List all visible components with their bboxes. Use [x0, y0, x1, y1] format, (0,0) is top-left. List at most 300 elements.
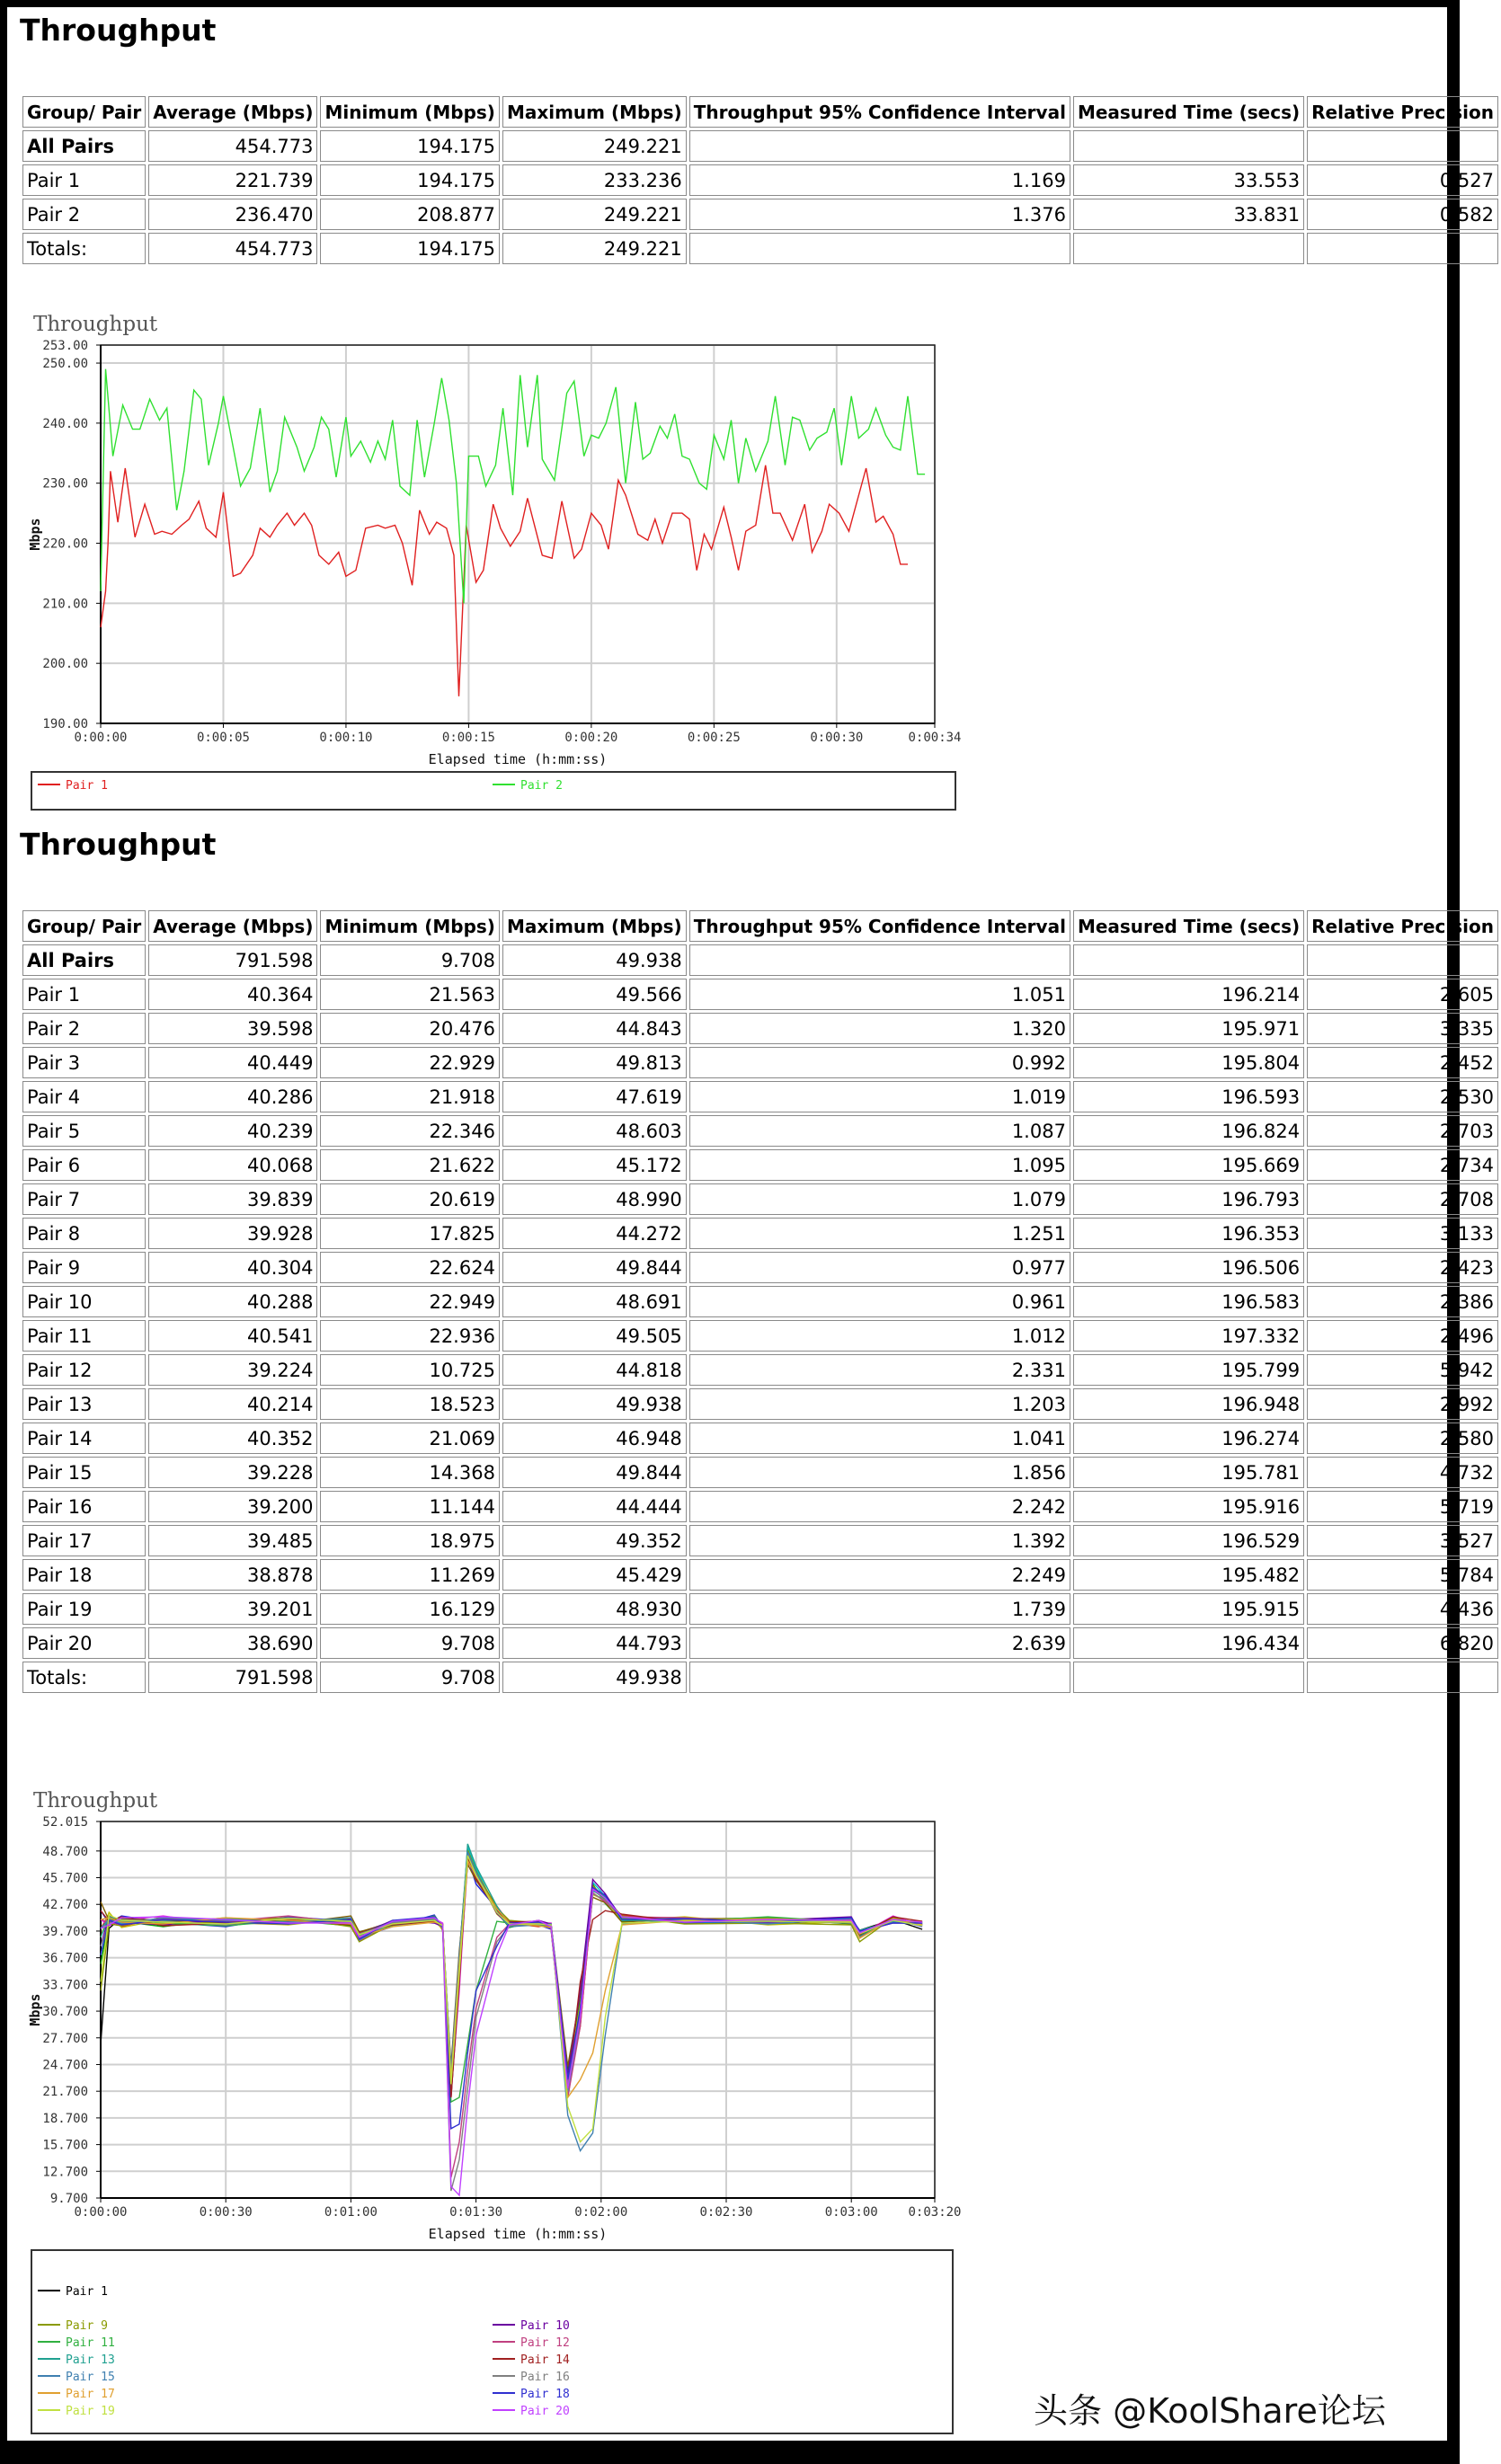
table-cell: 196.353 [1073, 1218, 1304, 1249]
series-line-pair-1 [101, 465, 908, 696]
table-cell: 48.691 [502, 1286, 687, 1317]
y-tick-label: 48.700 [42, 1844, 88, 1859]
throughput-table-2 [20, 908, 1501, 1696]
table-cell: 0.582 [1307, 199, 1498, 230]
y-tick-label: 39.700 [42, 1924, 88, 1939]
series-line-pair-13 [101, 1844, 922, 2088]
x-tick-label: 0:02:00 [574, 2205, 628, 2220]
x-tick-label: 0:01:30 [449, 2205, 503, 2220]
column-header: Group/ Pair [22, 96, 146, 128]
table-cell: 4.436 [1307, 1593, 1498, 1625]
y-tick-label: 250.00 [42, 357, 88, 372]
table-cell: 3.335 [1307, 1013, 1498, 1044]
table-cell: 2.734 [1307, 1149, 1498, 1181]
table-cell: 196.948 [1073, 1388, 1304, 1420]
table-row [22, 1662, 1498, 1693]
legend-label: Pair 1 [66, 779, 108, 793]
table-cell: 45.429 [502, 1559, 687, 1591]
table-cell [1307, 233, 1498, 264]
row-label: Pair 11 [22, 1320, 146, 1352]
x-tick-label: 0:00:25 [687, 731, 741, 745]
table-cell: 1.320 [689, 1013, 1070, 1044]
table-row [22, 979, 1498, 1010]
table-row [22, 199, 1498, 230]
table-cell: 9.708 [320, 1662, 499, 1693]
table-cell: 2.249 [689, 1559, 1070, 1591]
table-cell: 195.916 [1073, 1491, 1304, 1522]
column-header: Measured Time (secs) [1073, 96, 1304, 128]
table-cell [1073, 233, 1304, 264]
table-row [22, 1491, 1498, 1522]
table-cell: 6.820 [1307, 1627, 1498, 1659]
table-cell: 3.133 [1307, 1218, 1498, 1249]
table-row [22, 1286, 1498, 1317]
series-line-pair-1 [101, 1853, 922, 2080]
row-label: Pair 13 [22, 1388, 146, 1420]
table-cell: 38.878 [148, 1559, 317, 1591]
row-label: Pair 16 [22, 1491, 146, 1522]
table-cell: 3.527 [1307, 1525, 1498, 1556]
table-cell: 22.624 [320, 1252, 499, 1283]
row-label: All Pairs [22, 944, 146, 976]
table-cell: 49.505 [502, 1320, 687, 1352]
legend-label: Pair 11 [66, 2336, 115, 2350]
throughput-chart-2 [0, 1775, 989, 2440]
legend-label: Pair 16 [520, 2371, 570, 2384]
table-cell: 40.304 [148, 1252, 317, 1283]
table-cell: 49.813 [502, 1047, 687, 1078]
row-label: Pair 2 [22, 199, 146, 230]
row-label: Pair 2 [22, 1013, 146, 1044]
table-cell: 44.444 [502, 1491, 687, 1522]
table-cell: 48.930 [502, 1593, 687, 1625]
table-cell: 194.175 [320, 130, 499, 162]
table-cell: 40.239 [148, 1115, 317, 1147]
table-cell: 249.221 [502, 233, 687, 264]
table-cell: 49.844 [502, 1252, 687, 1283]
table-cell: 38.690 [148, 1627, 317, 1659]
table-row [22, 1218, 1498, 1249]
table-cell: 11.144 [320, 1491, 499, 1522]
table-row [22, 233, 1498, 264]
x-tick-label: 0:00:34 [908, 731, 962, 745]
table-cell: 233.236 [502, 164, 687, 196]
table-cell: 1.739 [689, 1593, 1070, 1625]
table-cell: 196.824 [1073, 1115, 1304, 1147]
row-label: All Pairs [22, 130, 146, 162]
table-cell: 196.593 [1073, 1081, 1304, 1112]
table-cell: 0.977 [689, 1252, 1070, 1283]
table-cell: 4.732 [1307, 1457, 1498, 1488]
y-tick-label: 42.700 [42, 1898, 88, 1913]
table-cell [689, 1662, 1070, 1693]
y-tick-label: 9.700 [49, 2192, 88, 2206]
table-cell: 44.272 [502, 1218, 687, 1249]
table-cell: 39.228 [148, 1457, 317, 1488]
series-line-pair-6 [101, 1856, 922, 2093]
table-cell: 40.364 [148, 979, 317, 1010]
table-cell [689, 233, 1070, 264]
row-label: Pair 7 [22, 1183, 146, 1215]
x-tick-label: 0:00:20 [564, 731, 618, 745]
series-line-pair-5 [101, 1859, 922, 2080]
y-tick-label: 33.700 [42, 1978, 88, 1993]
x-tick-label: 0:00:15 [441, 731, 495, 745]
y-tick-label: 240.00 [42, 416, 88, 431]
table-header-row [22, 910, 1498, 942]
table-cell: 49.938 [502, 1662, 687, 1693]
table-cell: 2.331 [689, 1354, 1070, 1386]
table-row [22, 1525, 1498, 1556]
table-cell: 0.992 [689, 1047, 1070, 1078]
table-cell: 196.529 [1073, 1525, 1304, 1556]
table-cell: 2.580 [1307, 1423, 1498, 1454]
table-cell: 249.221 [502, 130, 687, 162]
table-cell: 47.619 [502, 1081, 687, 1112]
table-cell: 49.938 [502, 1388, 687, 1420]
table-row [22, 1183, 1498, 1215]
table-cell: 39.928 [148, 1218, 317, 1249]
table-cell: 2.386 [1307, 1286, 1498, 1317]
column-header: Average (Mbps) [148, 96, 317, 128]
table-cell: 1.376 [689, 199, 1070, 230]
table-cell: 1.041 [689, 1423, 1070, 1454]
table-cell: 1.079 [689, 1183, 1070, 1215]
legend-label: Pair 12 [520, 2336, 570, 2350]
row-label: Pair 14 [22, 1423, 146, 1454]
table-cell: 1.856 [689, 1457, 1070, 1488]
table-cell: 11.269 [320, 1559, 499, 1591]
legend-box [31, 772, 955, 810]
table-cell: 9.708 [320, 1627, 499, 1659]
section-title-2: Throughput [20, 827, 217, 862]
x-tick-label: 0:00:10 [319, 731, 373, 745]
table-cell: 5.942 [1307, 1354, 1498, 1386]
row-label: Pair 4 [22, 1081, 146, 1112]
table-cell [1073, 130, 1304, 162]
row-label: Pair 8 [22, 1218, 146, 1249]
y-axis-label: Mbps [27, 1993, 43, 2026]
table-cell: 21.563 [320, 979, 499, 1010]
table-cell: 1.169 [689, 164, 1070, 196]
table-cell: 40.214 [148, 1388, 317, 1420]
table-cell: 48.990 [502, 1183, 687, 1215]
y-tick-label: 230.00 [42, 476, 88, 492]
table-cell: 1.095 [689, 1149, 1070, 1181]
table-cell: 791.598 [148, 1662, 317, 1693]
series-line-pair-14 [101, 1857, 922, 2097]
table-cell: 39.598 [148, 1013, 317, 1044]
row-label: Pair 18 [22, 1559, 146, 1591]
table-cell: 2.530 [1307, 1081, 1498, 1112]
column-header: Measured Time (secs) [1073, 910, 1304, 942]
section-title-1: Throughput [20, 13, 217, 48]
table-cell: 1.392 [689, 1525, 1070, 1556]
table-cell: 40.449 [148, 1047, 317, 1078]
table-cell: 22.936 [320, 1320, 499, 1352]
y-tick-label: 45.700 [42, 1871, 88, 1886]
x-tick-label: 0:03:20 [908, 2205, 962, 2220]
y-tick-label: 21.700 [42, 2085, 88, 2100]
table-cell: 196.434 [1073, 1627, 1304, 1659]
table-header-row [22, 96, 1498, 128]
table-cell: 21.622 [320, 1149, 499, 1181]
legend-box [31, 2250, 953, 2433]
table-cell: 195.915 [1073, 1593, 1304, 1625]
table-row [22, 130, 1498, 162]
legend-label: Pair 13 [66, 2353, 115, 2367]
column-header: Group/ Pair [22, 910, 146, 942]
table-cell: 208.877 [320, 199, 499, 230]
table-cell: 2.992 [1307, 1388, 1498, 1420]
row-label: Pair 10 [22, 1286, 146, 1317]
table-cell: 20.619 [320, 1183, 499, 1215]
legend-label: Pair 14 [520, 2353, 570, 2367]
y-tick-label: 190.00 [42, 717, 88, 731]
x-axis-label: Elapsed time (h:mm:ss) [428, 2226, 608, 2242]
table-cell: 46.948 [502, 1423, 687, 1454]
row-label: Pair 5 [22, 1115, 146, 1147]
series-line-pair-15 [101, 1852, 922, 2151]
series-line-pair-19 [101, 1856, 922, 2142]
column-header: Minimum (Mbps) [320, 910, 499, 942]
column-header: Throughput 95% Confidence Interval [689, 96, 1070, 128]
table-cell: 195.482 [1073, 1559, 1304, 1591]
column-header: Maximum (Mbps) [502, 96, 687, 128]
table-row [22, 1627, 1498, 1659]
series-line-pair-7 [101, 1847, 922, 2093]
series-line-pair-12 [101, 1892, 922, 2177]
series-line-pair-17 [101, 1861, 922, 2097]
legend-label: Pair 20 [520, 2405, 570, 2418]
table-cell: 0.527 [1307, 164, 1498, 196]
row-label: Pair 1 [22, 979, 146, 1010]
series-line-pair-9 [101, 1850, 922, 2088]
table-cell: 221.739 [148, 164, 317, 196]
table-row [22, 1149, 1498, 1181]
y-tick-label: 220.00 [42, 536, 88, 552]
table-cell [689, 944, 1070, 976]
table-cell: 1.251 [689, 1218, 1070, 1249]
table-cell: 40.288 [148, 1286, 317, 1317]
y-tick-label: 52.015 [42, 1815, 88, 1830]
table-cell: 196.506 [1073, 1252, 1304, 1283]
table-row [22, 1354, 1498, 1386]
series-line-pair-10 [101, 1854, 922, 2097]
table-cell: 1.051 [689, 979, 1070, 1010]
table-cell [1073, 1662, 1304, 1693]
table-cell: 195.971 [1073, 1013, 1304, 1044]
table-cell: 2.423 [1307, 1252, 1498, 1283]
table-row [22, 164, 1498, 196]
table-cell: 22.949 [320, 1286, 499, 1317]
y-tick-label: 27.700 [42, 2031, 88, 2046]
chart-title: Throughput [33, 313, 158, 336]
row-label: Totals: [22, 1662, 146, 1693]
table-cell: 2.242 [689, 1491, 1070, 1522]
column-header: Relative Precision [1307, 910, 1498, 942]
table-cell [1307, 130, 1498, 162]
table-cell: 1.012 [689, 1320, 1070, 1352]
x-tick-label: 0:00:30 [810, 731, 864, 745]
throughput-chart-1 [0, 297, 989, 818]
y-tick-label: 18.700 [42, 2111, 88, 2126]
y-axis-label: Mbps [27, 518, 43, 551]
table-cell: 22.346 [320, 1115, 499, 1147]
table-cell: 10.725 [320, 1354, 499, 1386]
legend-label: Pair 17 [66, 2388, 115, 2401]
table-cell: 197.332 [1073, 1320, 1304, 1352]
table-cell: 39.839 [148, 1183, 317, 1215]
table-cell: 195.799 [1073, 1354, 1304, 1386]
table-cell [1307, 944, 1498, 976]
table-cell: 2.708 [1307, 1183, 1498, 1215]
table-row [22, 944, 1498, 976]
throughput-table-1 [20, 93, 1501, 267]
table-cell: 194.175 [320, 233, 499, 264]
table-cell: 1.087 [689, 1115, 1070, 1147]
series-line-pair-2 [101, 369, 925, 604]
table-cell: 39.485 [148, 1525, 317, 1556]
legend-label: Pair 10 [520, 2319, 570, 2333]
row-label: Pair 15 [22, 1457, 146, 1488]
table-cell: 49.352 [502, 1525, 687, 1556]
x-axis-label: Elapsed time (h:mm:ss) [428, 751, 608, 767]
row-label: Pair 3 [22, 1047, 146, 1078]
x-tick-label: 0:03:00 [824, 2205, 878, 2220]
table-cell: 5.719 [1307, 1491, 1498, 1522]
legend-label: Pair 19 [66, 2405, 115, 2418]
legend-label: Pair 1 [66, 2285, 108, 2299]
table-cell: 17.825 [320, 1218, 499, 1249]
table-cell: 22.929 [320, 1047, 499, 1078]
table-cell: 5.784 [1307, 1559, 1498, 1591]
y-tick-label: 30.700 [42, 2005, 88, 2020]
table-cell: 196.793 [1073, 1183, 1304, 1215]
table-row [22, 1115, 1498, 1147]
table-cell: 49.844 [502, 1457, 687, 1488]
x-tick-label: 0:00:05 [196, 731, 250, 745]
table-cell: 2.605 [1307, 979, 1498, 1010]
y-tick-label: 200.00 [42, 657, 88, 672]
legend-label: Pair 9 [66, 2319, 108, 2333]
table-cell: 9.708 [320, 944, 499, 976]
legend-label: Pair 2 [520, 779, 563, 793]
table-cell: 195.781 [1073, 1457, 1304, 1488]
table-cell: 40.286 [148, 1081, 317, 1112]
table-cell: 2.703 [1307, 1115, 1498, 1147]
table-cell: 40.068 [148, 1149, 317, 1181]
table-row [22, 1320, 1498, 1352]
table-cell: 16.129 [320, 1593, 499, 1625]
table-cell: 45.172 [502, 1149, 687, 1181]
row-label: Pair 19 [22, 1593, 146, 1625]
table-cell: 14.368 [320, 1457, 499, 1488]
table-row [22, 1013, 1498, 1044]
row-label: Pair 20 [22, 1627, 146, 1659]
table-row [22, 1559, 1498, 1591]
table-cell: 20.476 [320, 1013, 499, 1044]
table-cell: 196.214 [1073, 979, 1304, 1010]
table-cell: 21.069 [320, 1423, 499, 1454]
legend-label: Pair 18 [520, 2388, 570, 2401]
x-tick-label: 0:00:00 [74, 2205, 128, 2220]
chart-title: Throughput [33, 1789, 158, 1813]
table-cell: 49.566 [502, 979, 687, 1010]
column-header: Maximum (Mbps) [502, 910, 687, 942]
table-cell: 44.793 [502, 1627, 687, 1659]
row-label: Pair 17 [22, 1525, 146, 1556]
y-tick-label: 36.700 [42, 1951, 88, 1966]
row-label: Pair 1 [22, 164, 146, 196]
table-cell: 40.541 [148, 1320, 317, 1352]
table-cell: 0.961 [689, 1286, 1070, 1317]
table-cell: 194.175 [320, 164, 499, 196]
x-tick-label: 0:00:30 [199, 2205, 253, 2220]
column-header: Relative Precision [1307, 96, 1498, 128]
series-line-pair-2 [101, 1862, 922, 2097]
table-cell: 44.843 [502, 1013, 687, 1044]
x-tick-label: 0:02:30 [699, 2205, 753, 2220]
table-cell: 33.553 [1073, 164, 1304, 196]
row-label: Pair 9 [22, 1252, 146, 1283]
table-cell: 2.639 [689, 1627, 1070, 1659]
row-label: Pair 12 [22, 1354, 146, 1386]
table-cell: 39.201 [148, 1593, 317, 1625]
table-cell: 454.773 [148, 233, 317, 264]
table-cell: 21.918 [320, 1081, 499, 1112]
table-cell: 49.938 [502, 944, 687, 976]
table-cell: 195.669 [1073, 1149, 1304, 1181]
table-cell: 2.452 [1307, 1047, 1498, 1078]
table-cell: 44.818 [502, 1354, 687, 1386]
table-cell: 249.221 [502, 199, 687, 230]
y-tick-label: 253.00 [42, 339, 88, 353]
table-cell: 1.203 [689, 1388, 1070, 1420]
table-cell: 18.523 [320, 1388, 499, 1420]
table-cell: 39.224 [148, 1354, 317, 1386]
table-cell: 196.274 [1073, 1423, 1304, 1454]
series-line-pair-20 [101, 1889, 922, 2195]
series-line-pair-4 [101, 1857, 922, 2097]
row-label: Pair 6 [22, 1149, 146, 1181]
table-cell [1307, 1662, 1498, 1693]
table-cell: 236.470 [148, 199, 317, 230]
table-row [22, 1047, 1498, 1078]
table-row [22, 1388, 1498, 1420]
legend-label: Pair 15 [66, 2371, 115, 2384]
column-header: Minimum (Mbps) [320, 96, 499, 128]
watermark: 头条 @KoolShare论坛 [1034, 2391, 1386, 2431]
x-tick-label: 0:00:00 [74, 731, 128, 745]
table-cell: 454.773 [148, 130, 317, 162]
table-row [22, 1252, 1498, 1283]
table-cell: 33.831 [1073, 199, 1304, 230]
row-label: Totals: [22, 233, 146, 264]
series-line-pair-16 [101, 1893, 922, 2191]
table-cell: 2.496 [1307, 1320, 1498, 1352]
series-line-pair-8 [101, 1865, 922, 2067]
y-tick-label: 15.700 [42, 2138, 88, 2153]
table-cell: 18.975 [320, 1525, 499, 1556]
table-cell: 196.583 [1073, 1286, 1304, 1317]
x-tick-label: 0:01:00 [324, 2205, 377, 2220]
table-cell: 48.603 [502, 1115, 687, 1147]
table-cell: 1.019 [689, 1081, 1070, 1112]
y-tick-label: 12.700 [42, 2165, 88, 2180]
table-row [22, 1081, 1498, 1112]
table-row [22, 1457, 1498, 1488]
